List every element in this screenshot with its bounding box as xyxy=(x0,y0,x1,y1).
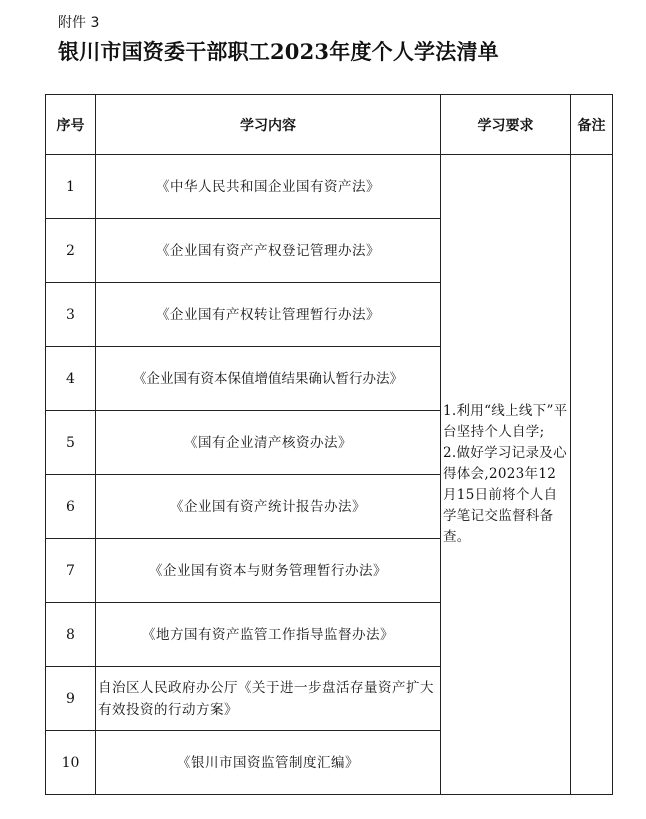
study-list-table xyxy=(45,94,613,795)
column-header-requirement: 学习要求 xyxy=(441,95,571,155)
study-content: 自治区人民政府办公厅《关于进一步盘活存量资产扩大有效投资的行动方案》 xyxy=(96,667,441,731)
study-content: 《企业国有资本保值增值结果确认暂行办法》 xyxy=(96,347,441,411)
row-number: 7 xyxy=(46,539,96,603)
column-header-no: 序号 xyxy=(46,95,96,155)
table-header-row xyxy=(46,95,613,155)
requirement-item-2: 2.做好学习记录及心得体会,2023年12月15日前将个人自学笔记交监督科备查。 xyxy=(443,445,567,545)
attachment-label: 附件 3 xyxy=(58,15,100,31)
row-number: 8 xyxy=(46,603,96,667)
study-content: 《银川市国资监管制度汇编》 xyxy=(96,731,441,795)
study-content: 《中华人民共和国企业国有资产法》 xyxy=(96,155,441,219)
study-content: 《地方国有资产监管工作指导监督办法》 xyxy=(96,603,441,667)
row-number: 1 xyxy=(46,155,96,219)
row-number: 9 xyxy=(46,667,96,731)
table-row xyxy=(46,155,613,219)
row-number: 3 xyxy=(46,283,96,347)
remarks-cell xyxy=(571,155,613,795)
row-number: 5 xyxy=(46,411,96,475)
column-header-remarks: 备注 xyxy=(571,95,613,155)
study-content: 《国有企业清产核资办法》 xyxy=(96,411,441,475)
requirement-item-1: 1.利用“线上线下”平台坚持个人自学; xyxy=(443,403,568,440)
page-title: 银川市国资委干部职工2023年度个人学法清单 xyxy=(58,39,499,64)
row-number: 2 xyxy=(46,219,96,283)
study-content: 《企业国有资本与财务管理暂行办法》 xyxy=(96,539,441,603)
row-number: 6 xyxy=(46,475,96,539)
row-number: 10 xyxy=(46,731,96,795)
study-requirement xyxy=(441,155,571,795)
row-number: 4 xyxy=(46,347,96,411)
study-content: 《企业国有产权转让管理暂行办法》 xyxy=(96,283,441,347)
study-content: 《企业国有资产统计报告办法》 xyxy=(96,475,441,539)
column-header-content: 学习内容 xyxy=(96,95,441,155)
study-content: 《企业国有资产产权登记管理办法》 xyxy=(96,219,441,283)
